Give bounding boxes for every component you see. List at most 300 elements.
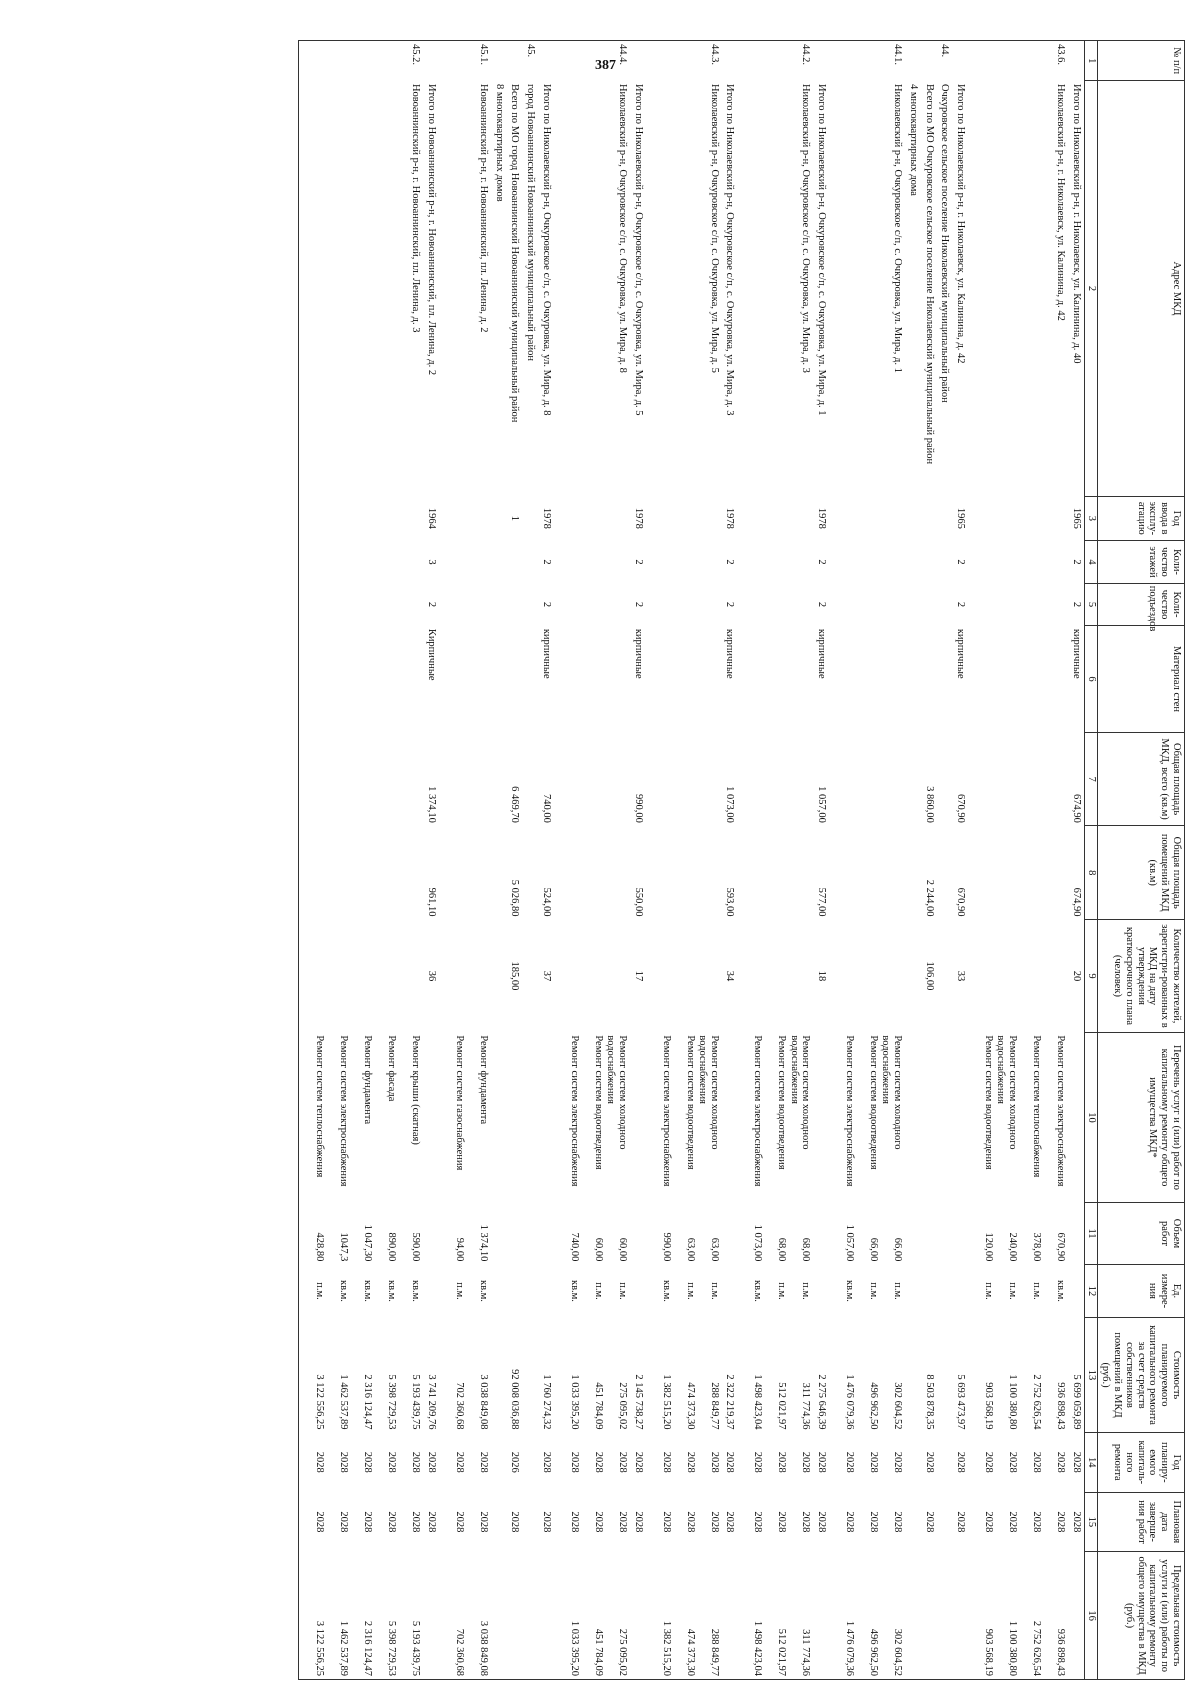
cell-line: 2028 bbox=[776, 1451, 788, 1473]
table-cell bbox=[439, 1264, 491, 1317]
table-row bbox=[538, 41, 554, 1680]
table-cell bbox=[953, 1203, 969, 1265]
cell-line: 936 898,43 bbox=[1055, 1628, 1067, 1676]
column-number: 8 bbox=[1085, 826, 1098, 920]
cell-line: п.м. bbox=[454, 1282, 465, 1300]
table-cell bbox=[439, 1318, 491, 1433]
table-cell: 8 503 878,35 bbox=[923, 1374, 935, 1430]
cell-line: 1 476 079,36 bbox=[844, 1374, 856, 1430]
column-header: Плановая дата заверше-ния работ bbox=[1097, 1492, 1184, 1552]
cell-line: 2028 bbox=[1031, 1511, 1043, 1533]
cell-line: 1 073,00 bbox=[752, 1224, 764, 1262]
cell-line: 5 193 439,75 bbox=[410, 1620, 422, 1676]
column-header: Год ввода в эксплу-атацию bbox=[1097, 496, 1184, 541]
table-cell: 670,90 bbox=[955, 887, 967, 917]
table-cell bbox=[299, 583, 424, 626]
table-cell bbox=[937, 1264, 953, 1317]
cell-line: Ремонт систем холодного водоснабжения bbox=[880, 1035, 904, 1150]
table-cell bbox=[538, 1032, 554, 1202]
table-cell bbox=[814, 1552, 830, 1680]
cell-line: 2028 bbox=[983, 1451, 995, 1473]
table-cell bbox=[523, 1203, 539, 1265]
cell-line: Ремонт систем водоотведения bbox=[868, 1035, 880, 1170]
table-cell bbox=[738, 920, 814, 1033]
table-cell bbox=[523, 1318, 539, 1433]
table-cell bbox=[905, 41, 921, 81]
table-cell bbox=[937, 1203, 953, 1265]
table-cell bbox=[937, 1552, 953, 1680]
table-cell: 2028 bbox=[724, 1451, 736, 1473]
table-cell bbox=[299, 626, 424, 732]
table-cell bbox=[968, 583, 1068, 626]
table-cell bbox=[829, 1264, 905, 1317]
table-cell bbox=[937, 1032, 953, 1202]
table-cell bbox=[921, 541, 937, 584]
table-cell bbox=[646, 1032, 722, 1202]
cell-line: 2028 bbox=[338, 1451, 350, 1473]
table-cell: Всего по МО город Новоаннинский Новоаннинский муниципальный район bbox=[509, 83, 521, 423]
table-row bbox=[921, 41, 937, 1680]
table-cell bbox=[738, 583, 814, 626]
cell-line: 2028 bbox=[1055, 1511, 1067, 1533]
table-cell: 43.6. bbox=[968, 41, 1068, 81]
cell-line: 2028 bbox=[314, 1511, 326, 1533]
table-cell bbox=[554, 626, 630, 732]
table-cell bbox=[829, 1552, 905, 1680]
table-cell bbox=[968, 1433, 1068, 1493]
table-cell bbox=[738, 1318, 814, 1433]
table-cell bbox=[738, 826, 814, 920]
table-cell: 2 bbox=[724, 559, 736, 565]
table-cell: 2 bbox=[541, 601, 552, 608]
table-cell: Итого по Николаевский р-н, Очкуровское с/п, с. Очкуровка, ул. Мира, д. 1 bbox=[816, 83, 828, 416]
table-cell bbox=[905, 1433, 921, 1493]
cell-line: Ремонт крыши (скатная) bbox=[410, 1035, 422, 1145]
cell-line: Ремонт систем водоотведения bbox=[593, 1035, 604, 1170]
table-cell bbox=[905, 826, 921, 920]
table-cell bbox=[937, 920, 953, 1033]
table-cell: 2028 bbox=[632, 1511, 644, 1533]
table-cell: 2028 bbox=[955, 1511, 967, 1533]
cell-line: 590,00 bbox=[410, 1232, 422, 1262]
table-cell: Очкуровское сельское поселение Николаевский муниципальный район bbox=[939, 83, 951, 403]
cell-line: Ремонт фасада bbox=[386, 1035, 398, 1102]
cell-line: 2028 bbox=[593, 1451, 604, 1473]
table-cell bbox=[646, 1492, 722, 1552]
table-cell bbox=[538, 1264, 554, 1317]
table-cell bbox=[738, 1032, 814, 1202]
table-cell: 2 bbox=[724, 601, 736, 608]
table-cell: 2 bbox=[955, 601, 967, 608]
cell-line: 451 784,09 bbox=[593, 1382, 604, 1430]
cell-line: п.м. bbox=[892, 1282, 904, 1300]
table-cell: 961,10 bbox=[426, 887, 437, 917]
table-cell bbox=[968, 920, 1068, 1033]
table-cell: 8 многоквартирных домов bbox=[493, 83, 505, 202]
column-number: 3 bbox=[1085, 496, 1098, 541]
table-cell: 2028 bbox=[509, 1511, 521, 1533]
table-cell bbox=[554, 1492, 630, 1552]
table-cell bbox=[646, 1264, 722, 1317]
page-number: 387 bbox=[595, 58, 616, 73]
table-cell bbox=[299, 496, 424, 541]
cell-line: п.м. bbox=[617, 1282, 628, 1300]
cell-line: Ремонт систем электроснабжения bbox=[338, 1035, 350, 1187]
table-cell bbox=[722, 41, 738, 81]
table-row bbox=[968, 41, 1068, 1680]
table-cell bbox=[507, 1552, 523, 1680]
table-cell bbox=[968, 1032, 1068, 1202]
table-cell bbox=[507, 626, 523, 732]
cell-line: Ремонт систем водоотведения bbox=[776, 1035, 788, 1170]
column-number: 1 bbox=[1085, 41, 1098, 81]
table-cell bbox=[1068, 41, 1084, 81]
table-cell: 1978 bbox=[632, 507, 644, 529]
column-number: 2 bbox=[1085, 81, 1098, 496]
table-cell bbox=[921, 1032, 937, 1202]
cell-line: 2028 bbox=[800, 1511, 812, 1533]
table-cell: 674,90 bbox=[1071, 887, 1082, 917]
cell-line: 288 849,77 bbox=[708, 1382, 720, 1430]
cell-line: 2 752 626,54 bbox=[1031, 1620, 1043, 1676]
cell-line: 3 038 849,08 bbox=[478, 1620, 489, 1676]
cell-line: кв.м. bbox=[338, 1279, 350, 1302]
cell-line: 2028 bbox=[338, 1511, 350, 1533]
table-cell bbox=[491, 1433, 507, 1493]
rotated-table-container bbox=[30, 40, 1185, 1680]
table-cell bbox=[554, 541, 630, 584]
column-header: Объем работ bbox=[1097, 1203, 1184, 1265]
table-cell: 577,00 bbox=[816, 887, 828, 917]
table-cell bbox=[523, 732, 539, 826]
cell-line: кв.м. bbox=[386, 1279, 398, 1302]
table-cell bbox=[829, 496, 905, 541]
table-cell bbox=[630, 1032, 646, 1202]
table-cell bbox=[491, 732, 507, 826]
table-cell bbox=[554, 496, 630, 541]
table-cell bbox=[554, 732, 630, 826]
table-cell bbox=[507, 583, 523, 626]
table-cell bbox=[937, 826, 953, 920]
table-cell: 36 bbox=[426, 970, 437, 982]
cell-line: кв.м. bbox=[660, 1279, 672, 1302]
table-cell bbox=[722, 1032, 738, 1202]
cell-line: 474 373,30 bbox=[684, 1382, 696, 1430]
cell-line: 275 095,02 bbox=[617, 1382, 628, 1430]
cell-line: п.м. bbox=[708, 1282, 720, 1300]
table-cell bbox=[423, 1264, 439, 1317]
table-cell bbox=[921, 41, 937, 81]
table-row bbox=[507, 41, 523, 1680]
table-body bbox=[299, 41, 1085, 1680]
table-cell: 3 860,00 bbox=[923, 786, 935, 823]
table-row bbox=[953, 41, 969, 1680]
cell-line: Ремонт систем холодного водоснабжения bbox=[788, 1035, 812, 1150]
table-cell bbox=[630, 1552, 646, 1680]
cell-line: 66,00 bbox=[868, 1237, 880, 1262]
table-cell bbox=[523, 1433, 539, 1493]
table-cell: 2 322 219,37 bbox=[724, 1374, 736, 1430]
table-cell: 2028 bbox=[541, 1511, 552, 1533]
cell-line: 2028 bbox=[314, 1451, 326, 1473]
cell-line: 2028 bbox=[478, 1511, 489, 1533]
table-cell: 1978 bbox=[816, 507, 828, 529]
table-cell bbox=[1068, 1264, 1084, 1317]
column-header: Коли-чество подъездов bbox=[1097, 583, 1184, 626]
cell-line: 68,00 bbox=[776, 1237, 788, 1262]
table-cell bbox=[921, 1552, 937, 1680]
table-cell: 92 008 036,88 bbox=[509, 1369, 521, 1430]
table-cell: 106,00 bbox=[923, 961, 935, 991]
column-header: Ед. измере-ния bbox=[1097, 1264, 1184, 1317]
cell-line: 474 373,30 bbox=[684, 1628, 696, 1676]
table-cell bbox=[738, 1264, 814, 1317]
column-number: 11 bbox=[1085, 1203, 1098, 1265]
table-cell bbox=[738, 1492, 814, 1552]
table-cell bbox=[491, 1492, 507, 1552]
table-cell: 1 374,10 bbox=[426, 786, 437, 823]
column-header: Адрес МКД bbox=[1097, 81, 1184, 496]
table-cell: 2026 bbox=[509, 1451, 521, 1473]
table-cell bbox=[630, 41, 646, 81]
table-row bbox=[722, 41, 738, 1680]
table-cell bbox=[299, 1433, 424, 1493]
table-row bbox=[523, 41, 539, 1680]
table-row bbox=[491, 41, 507, 1680]
column-header: Предельная стоимость услуги и (или) работы по капитальному ремонту общего имущества в МКД (руб.) bbox=[1097, 1552, 1184, 1680]
table-cell: кирпичные bbox=[1071, 628, 1082, 679]
table-cell bbox=[829, 626, 905, 732]
table-cell bbox=[814, 1032, 830, 1202]
cell-line: 1 382 515,20 bbox=[660, 1374, 672, 1430]
table-row bbox=[1068, 41, 1084, 1680]
table-cell bbox=[829, 1492, 905, 1552]
column-number: 9 bbox=[1085, 920, 1098, 1033]
table-cell bbox=[646, 826, 722, 920]
table-cell: 1 057,00 bbox=[816, 786, 828, 823]
cell-line: 2028 bbox=[684, 1511, 696, 1533]
cell-line: 94,00 bbox=[454, 1237, 465, 1262]
cell-line: 2028 bbox=[410, 1451, 422, 1473]
table-cell bbox=[507, 1032, 523, 1202]
table-cell bbox=[937, 1318, 953, 1433]
column-number: 16 bbox=[1085, 1552, 1098, 1680]
cell-line: 1 498 423,04 bbox=[752, 1620, 764, 1676]
table-cell: 45.2. bbox=[299, 41, 424, 81]
cell-line: 2028 bbox=[844, 1511, 856, 1533]
cell-line: Ремонт систем теплоснабжения bbox=[1031, 1035, 1043, 1178]
cell-line: 5 398 729,53 bbox=[386, 1620, 398, 1676]
cell-line: п.м. bbox=[314, 1282, 326, 1300]
column-header: Общая площадь МКД, всего (кв.м) bbox=[1097, 732, 1184, 826]
cell-line: 2028 bbox=[800, 1451, 812, 1473]
cell-line: кв.м. bbox=[844, 1279, 856, 1302]
cell-line: 2028 bbox=[617, 1511, 628, 1533]
table-cell bbox=[507, 541, 523, 584]
table-cell: 1965 bbox=[1071, 507, 1082, 529]
table-cell bbox=[523, 920, 539, 1033]
cell-line: Ремонт систем электроснабжения bbox=[660, 1035, 672, 1187]
table-cell: Кирпичные bbox=[426, 628, 437, 681]
cell-line: 2028 bbox=[1007, 1511, 1019, 1533]
cell-line: 890,00 bbox=[386, 1232, 398, 1262]
cell-line: 2 752 626,54 bbox=[1031, 1374, 1043, 1430]
table-cell: 2 bbox=[426, 601, 437, 608]
table-cell bbox=[439, 732, 491, 826]
cell-line: 2028 bbox=[386, 1511, 398, 1533]
cell-line: 2028 bbox=[892, 1511, 904, 1533]
table-cell: 4 многоквартирных дома bbox=[908, 83, 919, 196]
table-cell bbox=[829, 920, 905, 1033]
table-cell bbox=[646, 732, 722, 826]
table-cell bbox=[953, 1552, 969, 1680]
cell-line: 2028 bbox=[983, 1511, 995, 1533]
column-number: 6 bbox=[1085, 626, 1098, 732]
table-cell bbox=[491, 496, 507, 541]
cell-line: кв.м. bbox=[1055, 1279, 1067, 1302]
cell-line: 2028 bbox=[1031, 1451, 1043, 1473]
cell-line: 2028 bbox=[410, 1511, 422, 1533]
cell-line: п.м. bbox=[800, 1282, 812, 1300]
table-cell: 2028 bbox=[426, 1511, 437, 1533]
cell-line: Ремонт систем холодного водоснабжения bbox=[605, 1035, 628, 1150]
table-cell: 990,00 bbox=[632, 794, 644, 823]
table-cell bbox=[937, 626, 953, 732]
table-cell bbox=[507, 41, 523, 81]
cell-line: п.м. bbox=[983, 1282, 995, 1300]
table-cell bbox=[491, 1552, 507, 1680]
cell-line: 2 316 124,47 bbox=[362, 1620, 374, 1676]
cell-line: 5 193 439,75 bbox=[410, 1374, 422, 1430]
table-cell bbox=[299, 1032, 424, 1202]
cell-line: 2028 bbox=[752, 1511, 764, 1533]
table-cell: 2028 bbox=[541, 1451, 552, 1473]
cell-line: 2028 bbox=[1007, 1451, 1019, 1473]
table-cell: Николаевский р-н, Очкуровское с/п, с. Очкуровка, ул. Мира, д. 1 bbox=[892, 83, 904, 373]
table-cell: 18 bbox=[816, 970, 828, 982]
cell-line: кв.м. bbox=[569, 1279, 580, 1302]
table-cell bbox=[299, 920, 424, 1033]
column-header: Год планиру-емого капиталь-ного ремонта bbox=[1097, 1433, 1184, 1493]
cell-line: 2028 bbox=[708, 1511, 720, 1533]
table-cell bbox=[491, 1032, 507, 1202]
table-cell bbox=[905, 1318, 921, 1433]
cell-line: Ремонт систем водоотведения bbox=[684, 1035, 696, 1170]
cell-line: 740,00 bbox=[569, 1232, 580, 1262]
table-cell: 2 bbox=[632, 559, 644, 565]
table-cell bbox=[439, 541, 491, 584]
table-row bbox=[646, 41, 722, 1680]
table-cell: 17 bbox=[632, 970, 644, 982]
cell-line: 1 498 423,04 bbox=[752, 1374, 764, 1430]
table-cell: кирпичные bbox=[955, 628, 967, 679]
table-cell bbox=[423, 41, 439, 81]
table-cell bbox=[738, 1552, 814, 1680]
table-cell: кирпичные bbox=[632, 628, 644, 679]
cell-line: 1 462 537,89 bbox=[338, 1620, 350, 1676]
column-header: Материал стен bbox=[1097, 626, 1184, 732]
column-number-row bbox=[1085, 41, 1098, 1680]
table-cell: Итого по Николаевский р-н, Очкуровское с/п, с. Очкуровка, ул. Мира, д. 3 bbox=[724, 83, 736, 416]
table-cell bbox=[646, 920, 722, 1033]
table-cell bbox=[491, 826, 507, 920]
table-cell bbox=[937, 541, 953, 584]
header-row bbox=[1097, 41, 1184, 1680]
table-cell bbox=[829, 826, 905, 920]
cell-line: 936 898,43 bbox=[1055, 1382, 1067, 1430]
table-cell bbox=[921, 626, 937, 732]
cell-line: Ремонт систем электроснабжения bbox=[569, 1035, 580, 1187]
table-cell bbox=[968, 496, 1068, 541]
table-cell: 44.1. bbox=[829, 41, 905, 81]
column-number: 4 bbox=[1085, 541, 1098, 584]
table-cell: 44. bbox=[937, 41, 953, 81]
cell-line: кв.м. bbox=[410, 1279, 422, 1302]
table-cell bbox=[439, 826, 491, 920]
table-cell bbox=[299, 1552, 424, 1680]
table-cell: 5 026,80 bbox=[509, 879, 521, 917]
table-cell: 20 bbox=[1071, 970, 1082, 982]
cell-line: кв.м. bbox=[752, 1279, 764, 1302]
table-cell: 34 bbox=[724, 970, 736, 982]
table-cell: 45.1. bbox=[439, 41, 491, 81]
table-cell: 674,90 bbox=[1071, 794, 1082, 823]
table-cell bbox=[646, 1203, 722, 1265]
cell-line: п.м. bbox=[684, 1282, 696, 1300]
table-cell: 2028 bbox=[955, 1451, 967, 1473]
table-cell: Новоаннинский р-н, г. Новоаннинский, пл. Ленина, д. 3 bbox=[299, 81, 424, 496]
table-cell: 2 244,00 bbox=[923, 879, 935, 917]
table-cell bbox=[491, 1203, 507, 1265]
table-cell bbox=[738, 732, 814, 826]
cell-line: 2028 bbox=[454, 1511, 465, 1533]
table-row bbox=[554, 41, 630, 1680]
table-cell: Николаевский р-н, Очкуровское с/п, с. Очкуровка, ул. Мира, д. 5 bbox=[708, 83, 720, 373]
table-cell bbox=[646, 1552, 722, 1680]
table-cell bbox=[439, 626, 491, 732]
table-cell bbox=[491, 1318, 507, 1433]
cell-line: 2028 bbox=[684, 1451, 696, 1473]
cell-line: п.м. bbox=[1007, 1282, 1019, 1300]
table-cell bbox=[491, 583, 507, 626]
table-cell bbox=[554, 1318, 630, 1433]
table-cell bbox=[439, 583, 491, 626]
cell-line: кв.м. bbox=[362, 1279, 374, 1302]
cell-line: 2028 bbox=[844, 1451, 856, 1473]
table-cell bbox=[829, 1433, 905, 1493]
table-cell bbox=[507, 1203, 523, 1265]
table-cell bbox=[299, 541, 424, 584]
table-cell bbox=[968, 541, 1068, 584]
table-cell bbox=[299, 826, 424, 920]
cell-line: 2028 bbox=[892, 1451, 904, 1473]
table-cell bbox=[439, 1032, 491, 1202]
cell-line: 288 849,77 bbox=[708, 1628, 720, 1676]
column-header: Количество жителей, зарегистри-рованных в МКД на дату утверждения краткосрочного плана (человек) bbox=[1097, 920, 1184, 1033]
table-cell bbox=[937, 1492, 953, 1552]
cell-line: 2028 bbox=[478, 1451, 489, 1473]
table-cell: 44.3. bbox=[646, 41, 722, 81]
cell-line: Ремонт систем электроснабжения bbox=[844, 1035, 856, 1187]
cell-line: 702 360,68 bbox=[454, 1382, 465, 1430]
table-row bbox=[738, 41, 814, 1680]
cell-line: Ремонт систем электроснабжения bbox=[752, 1035, 764, 1187]
table-cell: Николаевский р-н, Очкуровское с/п, с. Очкуровка, ул. Мира, д. 8 bbox=[617, 83, 628, 373]
cell-line: 702 360,68 bbox=[454, 1628, 465, 1676]
table-cell: 1978 bbox=[724, 507, 736, 529]
table-cell: 1 760 274,32 bbox=[541, 1374, 552, 1430]
table-cell bbox=[968, 1203, 1068, 1265]
